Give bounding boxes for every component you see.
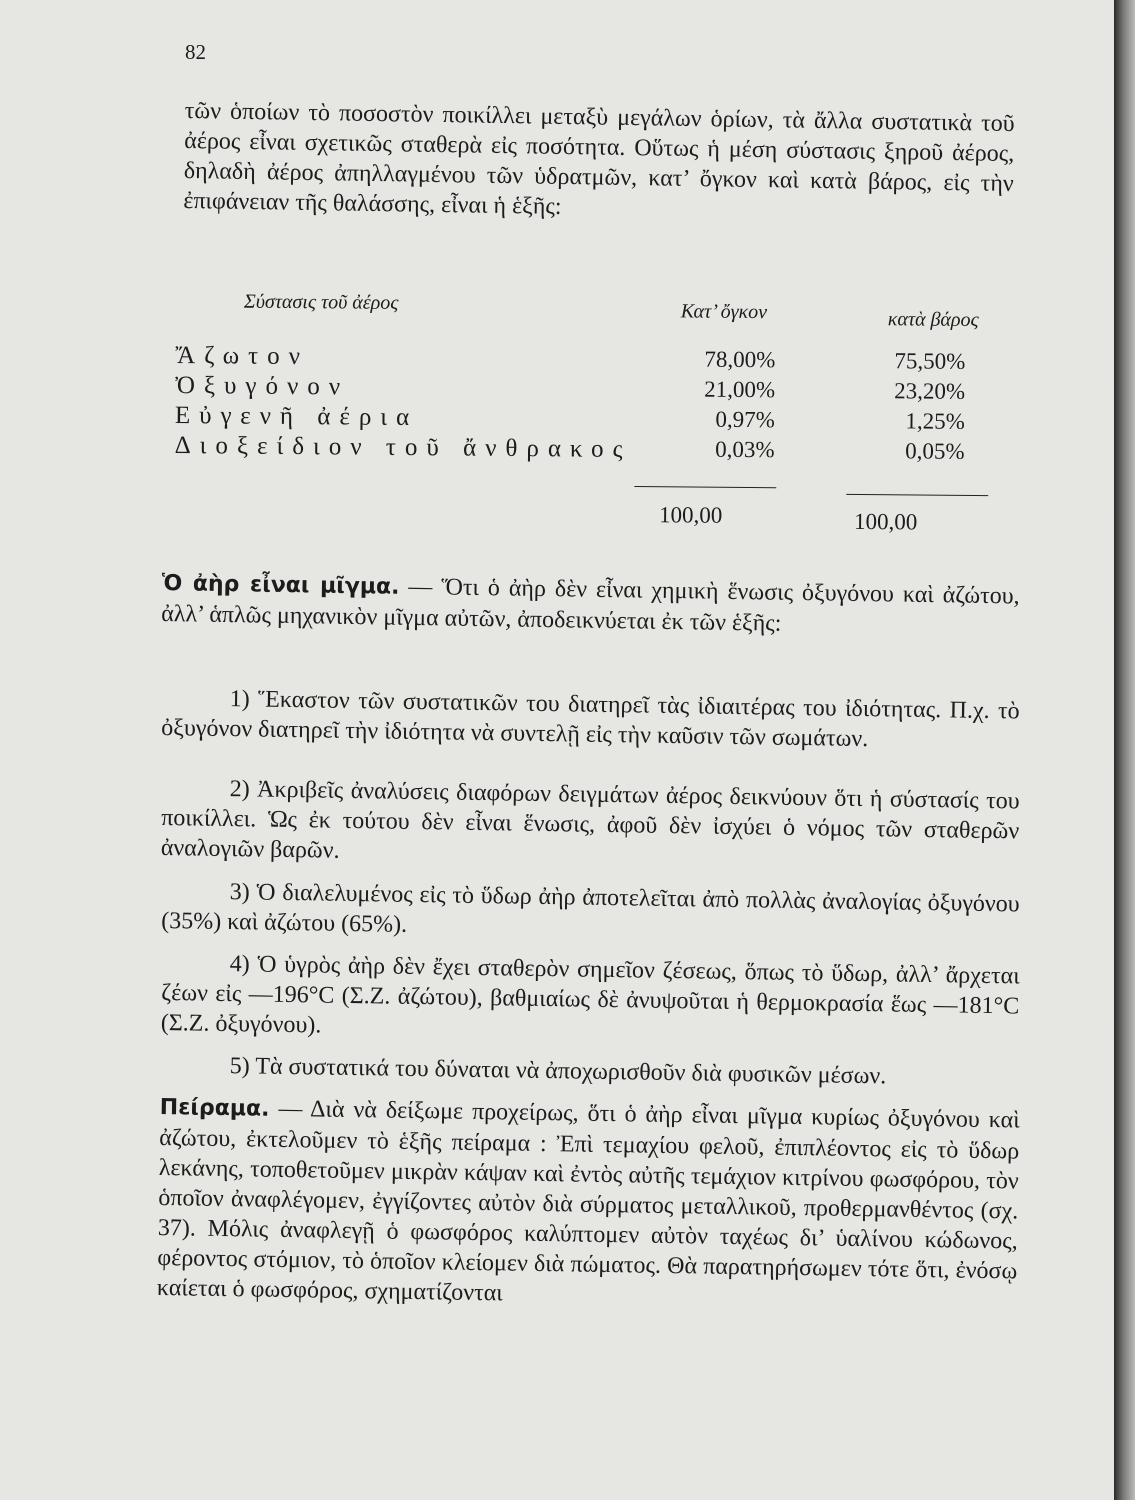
sum-divider-volume bbox=[634, 486, 776, 488]
book-spine-edge bbox=[1114, 0, 1135, 1500]
weight-value: 1,25% bbox=[905, 408, 965, 434]
volume-value: 0,03% bbox=[715, 436, 775, 463]
total-volume: 100,00 bbox=[658, 502, 723, 528]
table-header-composition: Σύστασις τοῦ ἀέρος bbox=[243, 290, 399, 314]
volume-value: 21,00% bbox=[704, 376, 776, 403]
component-name: Εὐγενῆ ἀέρια bbox=[174, 401, 419, 432]
point-1: 1) Ἕκαστον τῶν συστατικῶν του διατηρεῖ τὰς ἰδιαιτέρας του ἰδιότητας. Π.χ. τὸ ὀξυγόνον διατηρεῖ τὴν ἰδιότητα νὰ συντελῇ εἰς τὴν καῦσιν τῶν σωμάτων. bbox=[161, 686, 1020, 753]
point-5: 5) Τὰ συστατικά του δύναται νὰ ἀποχωρισθοῦν διὰ φυσικῶν μέσων. bbox=[229, 1053, 887, 1090]
table-row bbox=[174, 432, 1004, 469]
table-header-weight: κατὰ βάρος bbox=[887, 308, 979, 332]
experiment-paragraph bbox=[157, 1092, 1020, 1316]
experiment-text: — Διὰ νὰ δείξωμε προχείρως, ὅτι ὁ ἀὴρ εἶναι μῖγμα κυρίως ὀξυγόνου καὶ ἀζώτου, ἐκτελοῦμεν τὸ ἑξῆς πείραμα : Ἐπὶ τεμαχίου φελοῦ, ἐπιπλέοντος εἰς τὸ ὕδωρ λεκάνης, τοποθετοῦμεν μικρὰν κάψαν καὶ ἐντὸς αὐτῆς τεμάχιον κιτρίνου φωσφόρου, τὸν ὁποῖον ἀναφλέγομεν, ἐγγίζοντες αὐτὸν διὰ σύρματος μεταλλικοῦ, προθερμανθέντος (σχ. 37). Μόλις ἀναφλεγῇ ὁ φωσφόρος καλύπτομεν αὐτὸν ταχέως δι’ ὑαλίνου κώδωνος, φέροντος στόμιον, τὸ ὁποῖον κλείομεν διὰ πώματος. Θὰ παρατηρήσωμεν τότε ὅτι, ἐνόσῳ καίεται ὁ φωσφόρος, σχηματίζονται bbox=[156, 1095, 1020, 1307]
point-3: 3) Ὁ διαλελυμένος εἰς τὸ ὕδωρ ἀὴρ ἀποτελεῖται ἀπὸ πολλὰς ἀναλογίας ὀξυγόνου (35%) καὶ ἀζώτου (65%). bbox=[161, 879, 1020, 938]
point-2: 2) Ἀκριβεῖς ἀναλύσεις διαφόρων δειγμάτων ἀέρος δεικνύουν ὅτι ἡ σύστασίς του ποικίλλει. Ὡς ἐκ τούτου δὲν εἶναι ἕνωσις, ἀφοῦ δὲν ἰσχύει ὁ νόμος τῶν σταθερῶν ἀναλογιῶν βαρῶν. bbox=[160, 776, 1020, 864]
mixture-paragraph bbox=[161, 568, 1020, 642]
component-name: Ὀξυγόνον bbox=[175, 371, 350, 401]
point-4: 4) Ὁ ὑγρὸς ἀὴρ δὲν ἔχει σταθερὸν σημεῖον ζέσεως, ὅπως τὸ ὕδωρ, ἀλλ’ ἄρχεται ζέων εἰς —196°C (Σ.Ζ. ἀζώτου), βαθμιαίως δὲ ἀνυψοῦται ἡ θερμοκρασία ἕως —181°C (Σ.Ζ. ὀξυγόνου). bbox=[160, 951, 1020, 1039]
sum-divider-weight bbox=[846, 494, 988, 496]
volume-value: 0,97% bbox=[715, 406, 775, 433]
mixture-text: — Ὅτι ὁ ἀὴρ δὲν εἶναι χημικὴ ἕνωσις ὀξυγόνου καὶ ἀζώτου, ἀλλ’ ἁπλῶς μηχανικὸν μῖγμα αὐτῶν, ἀποδεικνύεται ἐκ τῶν ἑξῆς: bbox=[161, 573, 1020, 637]
section-heading-experiment: Πείραμα. bbox=[159, 1094, 270, 1122]
section-heading-mixture: Ὁ ἀὴρ εἶναι μῖγμα. bbox=[161, 570, 400, 600]
component-name: Ἄζωτον bbox=[175, 341, 310, 371]
intro-paragraph: τῶν ὁποίων τὸ ποσοστὸν ποικίλλει μεταξὺ μεγάλων ὁρίων, τὰ ἄλλα συστατικὰ τοῦ ἀέρος εἶναι σχετικῶς σταθερὰ εἰς ποσότητα. Οὕτως ἡ μέση σύστασις ξηροῦ ἀέρος, δηλαδὴ ἀέρος ἀπηλλαγμένου τῶν ὑδρατμῶν, κατ’ ὄγκον καὶ κατὰ βάρος, εἰς τὴν ἐπιφάνειαν τῆς θαλάσσης, εἶναι ἡ ἑξῆς: bbox=[183, 97, 1015, 220]
volume-value: 78,00% bbox=[704, 346, 776, 373]
component-name: Διοξείδιον τοῦ ἄνθρακος bbox=[174, 431, 632, 463]
total-weight: 100,00 bbox=[853, 508, 918, 535]
weight-value: 0,05% bbox=[905, 438, 965, 464]
weight-value: 75,50% bbox=[894, 348, 966, 374]
air-composition-table bbox=[174, 290, 1006, 557]
weight-value: 23,20% bbox=[894, 378, 966, 404]
table-header-volume: Κατ’ ὄγκον bbox=[680, 300, 768, 324]
page-number: 82 bbox=[185, 40, 206, 64]
